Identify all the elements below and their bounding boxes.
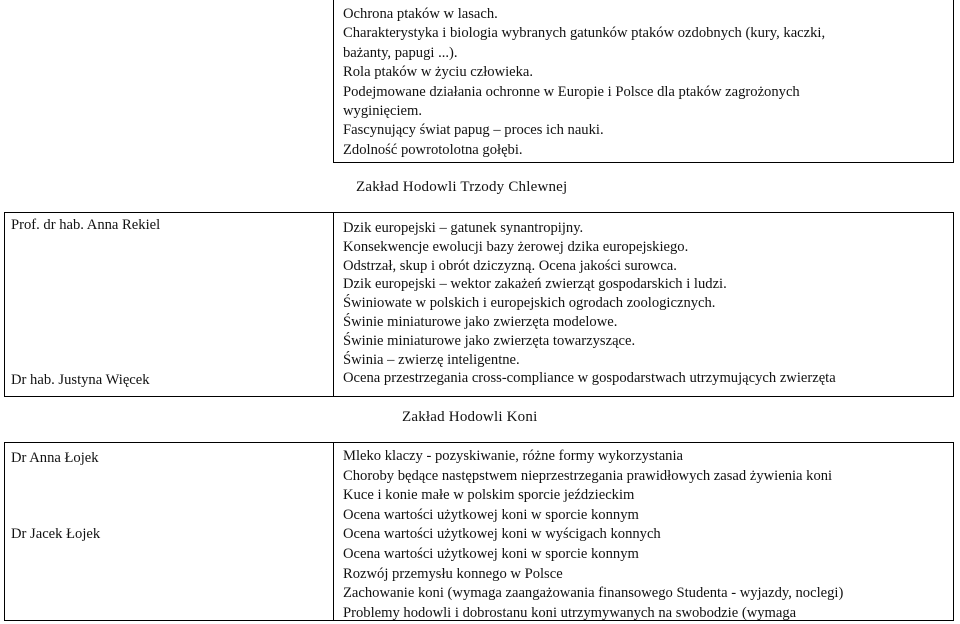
- supervisor-name: Prof. dr hab. Anna Rekiel: [11, 217, 161, 233]
- list-item: Dzik europejski – wektor zakażeń zwierząt gospodarskich i ludzi.: [343, 276, 727, 293]
- list-item: Konsekwencje ewolucji bazy żerowej dzika europejskiego.: [343, 238, 689, 255]
- rule-trzody-left: [4, 212, 5, 397]
- list-item: wyginięciem.: [343, 102, 423, 119]
- list-item: Świniowate w polskich i europejskich ogrodach zoologicznych.: [343, 295, 716, 312]
- rule-trzody-bottom: [4, 396, 954, 397]
- list-item: Kuce i konie małe w polskim sporcie jeździeckim: [343, 487, 635, 504]
- list-item: Ochrona ptaków w lasach.: [343, 6, 498, 22]
- list-item: Ocena wartości użytkowej koni w sporcie konnym: [343, 545, 639, 562]
- list-item: Mleko klaczy - pozyskiwanie, różne formy wykorzystania: [343, 448, 684, 464]
- section-title-koni: Zakład Hodowli Koni: [402, 409, 538, 425]
- list-item: Podejmowane działania ochronne w Europie i Polsce dla ptaków zagrożonych: [343, 83, 800, 100]
- rule-koni-top: [4, 442, 954, 443]
- rule-trzody-divider: [333, 212, 334, 397]
- list-item: Fascynujący świat papug – proces ich nauki.: [343, 122, 604, 139]
- list-item: Świnie miniaturowe jako zwierzęta towarzyszące.: [343, 332, 636, 349]
- koni-topics-list: [343, 447, 843, 623]
- list-item: Charakterystyka i biologia wybranych gatunków ptaków ozdobnych (kury, kaczki,: [343, 25, 826, 42]
- rule-top-section-left: [333, 0, 334, 163]
- rule-koni-divider: [333, 442, 334, 621]
- rule-koni-left: [4, 442, 5, 621]
- list-item: Choroby będące następstwem nieprzestrzegania prawidłowych zasad żywienia koni: [343, 467, 833, 484]
- rule-trzody-top: [4, 212, 954, 213]
- supervisor-name: Dr hab. Justyna Więcek: [11, 372, 150, 388]
- top-topics-list: [343, 5, 825, 160]
- rule-top-section-bottom: [333, 162, 954, 163]
- rule-top-section-right: [953, 0, 954, 163]
- supervisor-name: Dr Jacek Łojek: [11, 526, 101, 542]
- list-item: Rozwój przemysłu konnego w Polsce: [343, 565, 563, 582]
- list-item: Problemy hodowli i dobrostanu koni utrzymywanych na swobodzie (wymaga: [343, 604, 797, 621]
- rule-trzody-right: [953, 212, 954, 397]
- trzody-topics-list: [343, 219, 836, 388]
- list-item: Rola ptaków w życiu człowieka.: [343, 64, 534, 81]
- list-item: Zachowanie koni (wymaga zaangażowania finansowego Studenta - wyjazdy, noclegi): [343, 585, 844, 602]
- list-item: Ocena wartości użytkowej koni w wyścigach konnych: [343, 526, 661, 543]
- list-item: Odstrzał, skup i obrót dziczyzną. Ocena jakości surowca.: [343, 257, 677, 274]
- section-title-trzody: Zakład Hodowli Trzody Chlewnej: [356, 179, 568, 195]
- list-item: Zdolność powrotolotna gołębi.: [343, 141, 523, 158]
- supervisor-name: Dr Anna Łojek: [11, 450, 99, 466]
- list-item: Świnia – zwierzę inteligentne.: [343, 351, 520, 368]
- list-item: Dzik europejski – gatunek synantropijny.: [343, 220, 584, 236]
- list-item: Ocena wartości użytkowej koni w sporcie konnym: [343, 506, 639, 523]
- list-item: Ocena przestrzegania cross-compliance w gospodarstwach utrzymujących zwierzęta: [343, 370, 836, 387]
- rule-koni-right: [953, 442, 954, 621]
- list-item: Świnie miniaturowe jako zwierzęta modelowe.: [343, 313, 618, 330]
- list-item: bażanty, papugi ...).: [343, 44, 458, 61]
